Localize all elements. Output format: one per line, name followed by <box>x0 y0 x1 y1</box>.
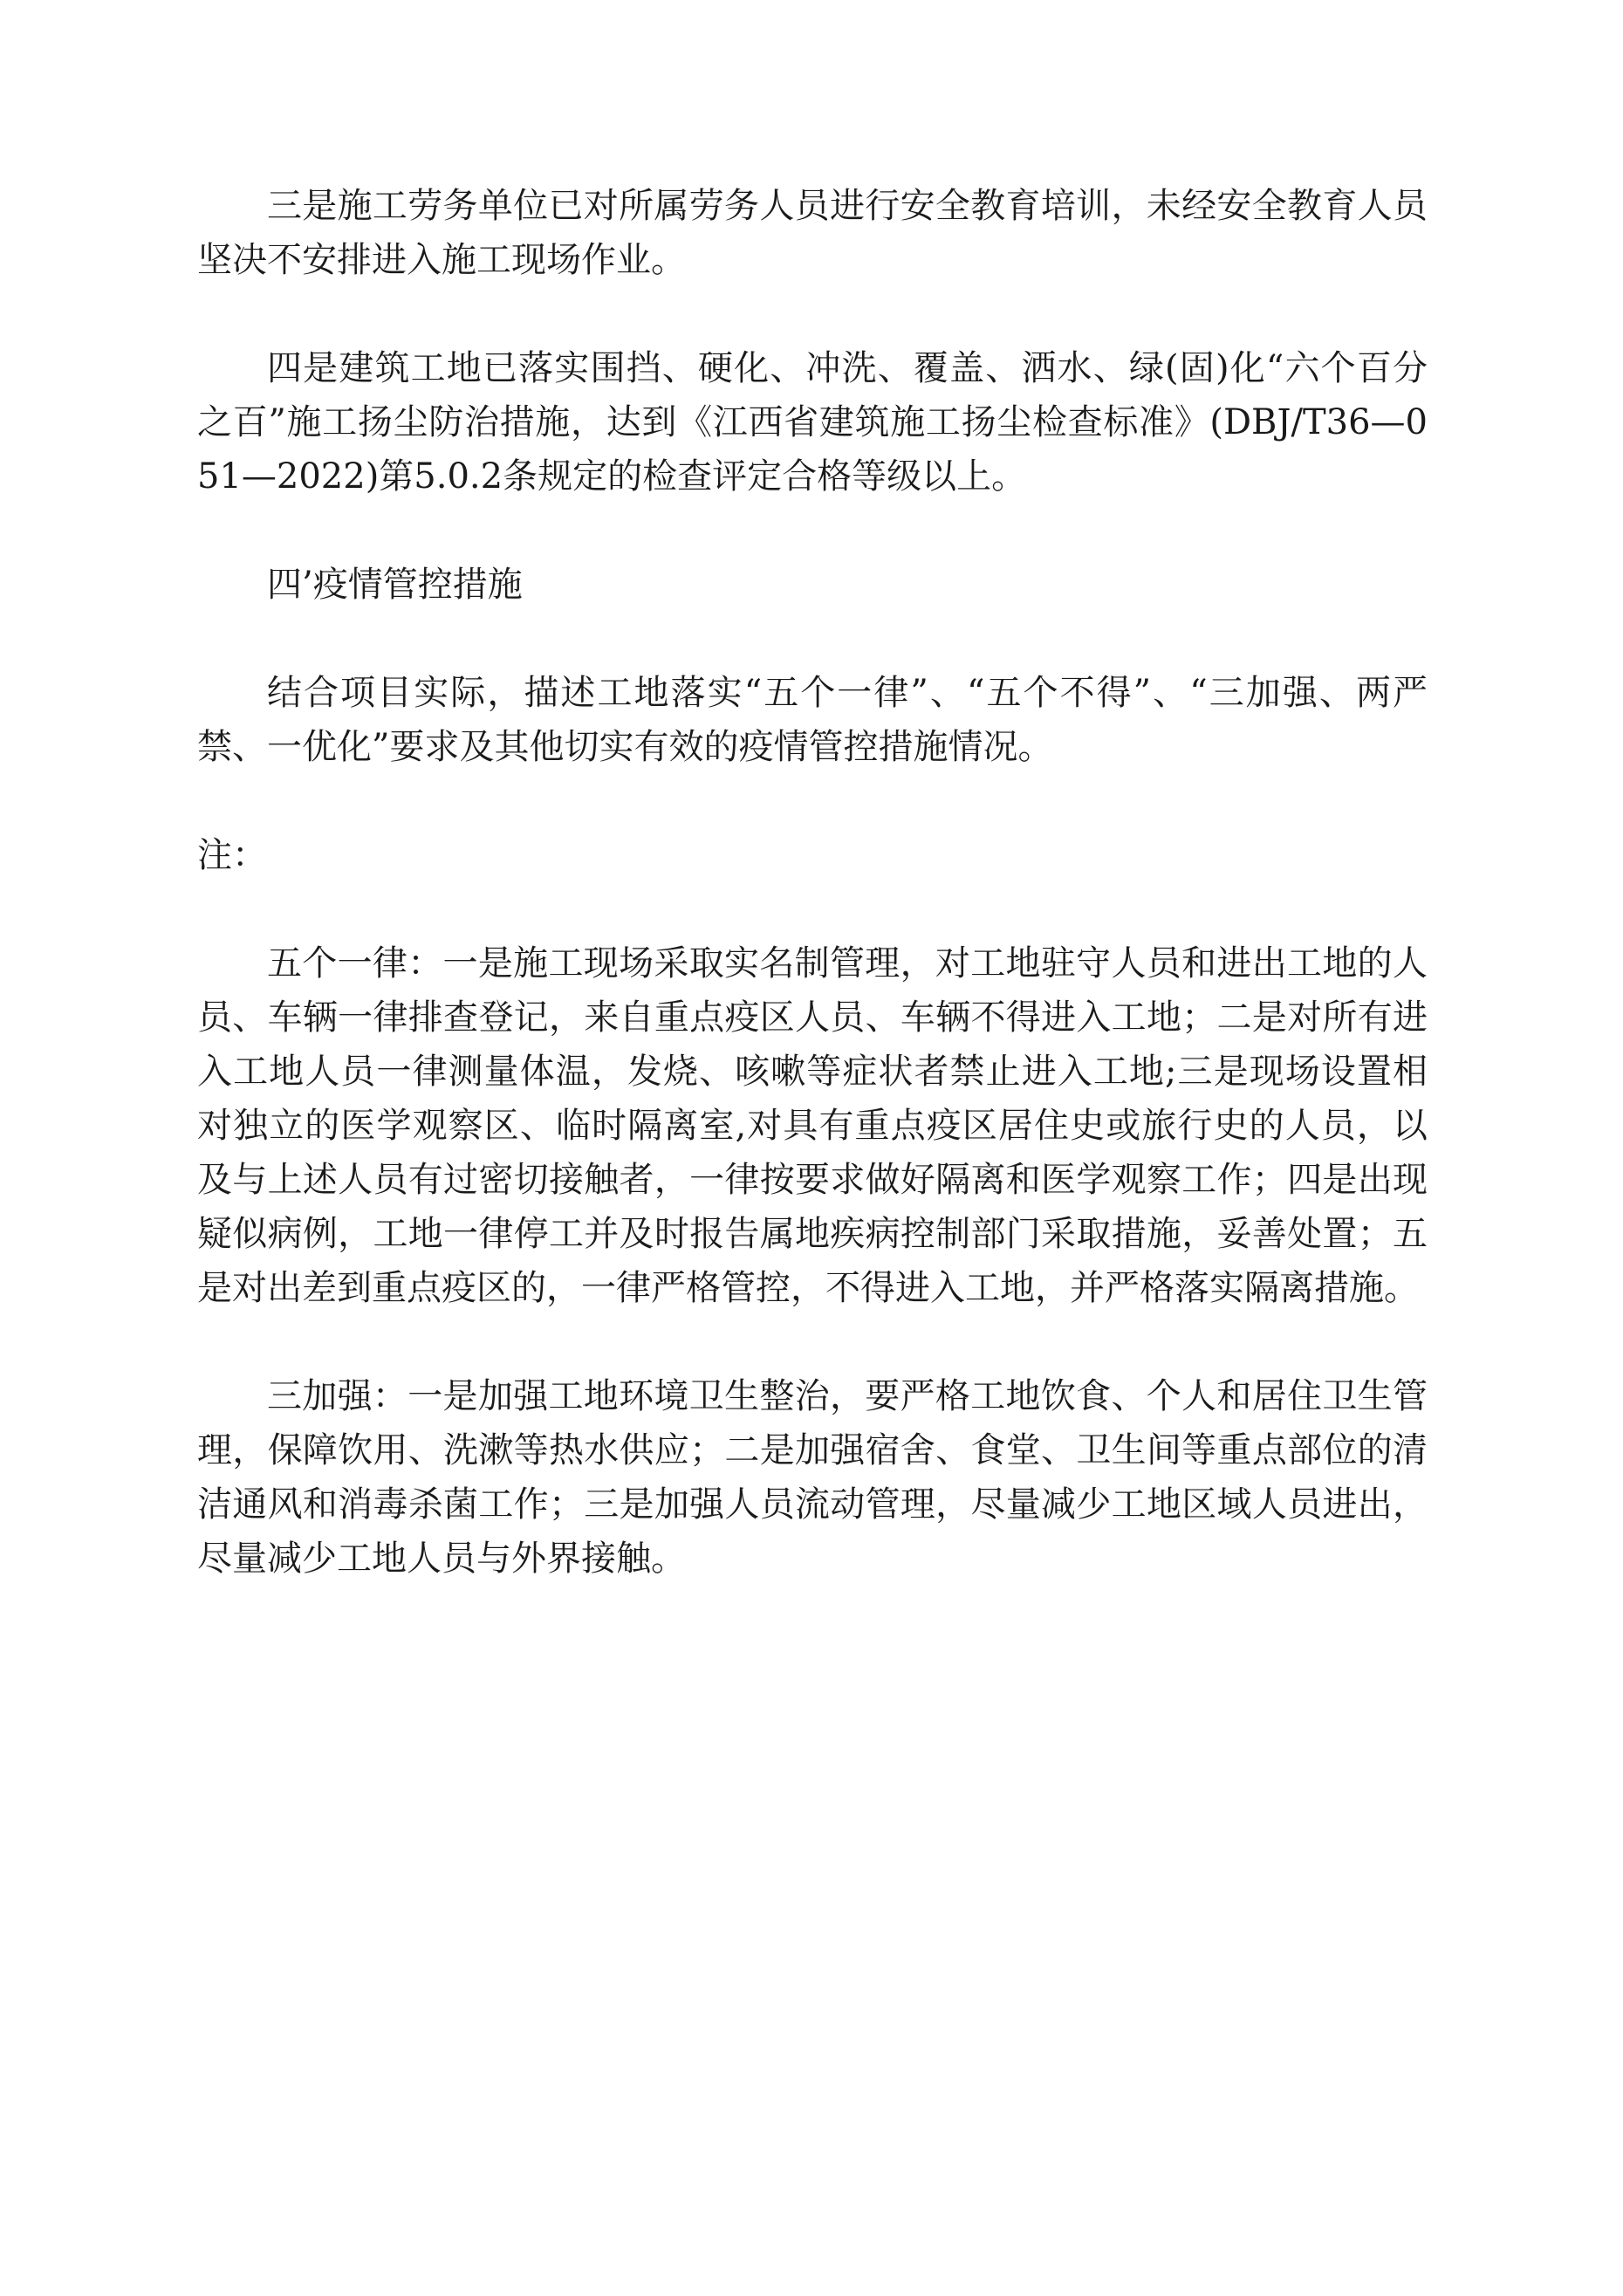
paragraph-epidemic-description: 结合项目实际，描述工地落实“五个一律”、“五个不得”、“三加强、两严禁、一优化”要求及其他切实有效的疫情管控措施情况。 <box>197 673 1428 767</box>
document-body <box>197 179 1428 1640</box>
paragraph-five-rules: 五个一律：一是施工现场采取实名制管理，对工地驻守人员和进出工地的人员、车辆一律排查登记，来自重点疫区人员、车辆不得进入工地；二是对所有进入工地人员一律测量体温，发烧、咳嗽等症状者禁止进入工地;三是现场设置相对独立的医学观察区、临时隔离室,对具有重点疫区居住史或旅行史的人员，以及与上述人员有过密切接触者，一律按要求做好隔离和医学观察工作；四是出现疑似病例，工地一律停工并及时报告属地疾病控制部门采取措施，妥善处置；五是对出差到重点疫区的，一律严格管控，不得进入工地，并严格落实隔离措施。 <box>197 943 1428 1308</box>
paragraph-labor-training: 三是施工劳务单位已对所属劳务人员进行安全教育培训，未经安全教育人员坚决不安排进入施工现场作业。 <box>197 186 1428 280</box>
note-label: 注： <box>197 835 267 875</box>
section-heading-epidemic-control: 四’疫情管控措施 <box>267 565 523 605</box>
paragraph-dust-control: 四是建筑工地已落实围挡、硬化、冲洗、覆盖、洒水、绿(固)化“六个百分之百”施工扬尘防治措施，达到《江西省建筑施工扬尘检查标准》(DBJ/T36—051—2022)第5.0.2条规定的检查评定合格等级以上。 <box>197 348 1428 497</box>
paragraph-three-strengthen: 三加强：一是加强工地环境卫生整治，要严格工地饮食、个人和居住卫生管理，保障饮用、洗漱等热水供应；二是加强宿舍、食堂、卫生间等重点部位的清洁通风和消毒杀菌工作；三是加强人员流动管理，尽量减少工地区域人员进出，尽量减少工地人员与外界接触。 <box>197 1376 1428 1579</box>
